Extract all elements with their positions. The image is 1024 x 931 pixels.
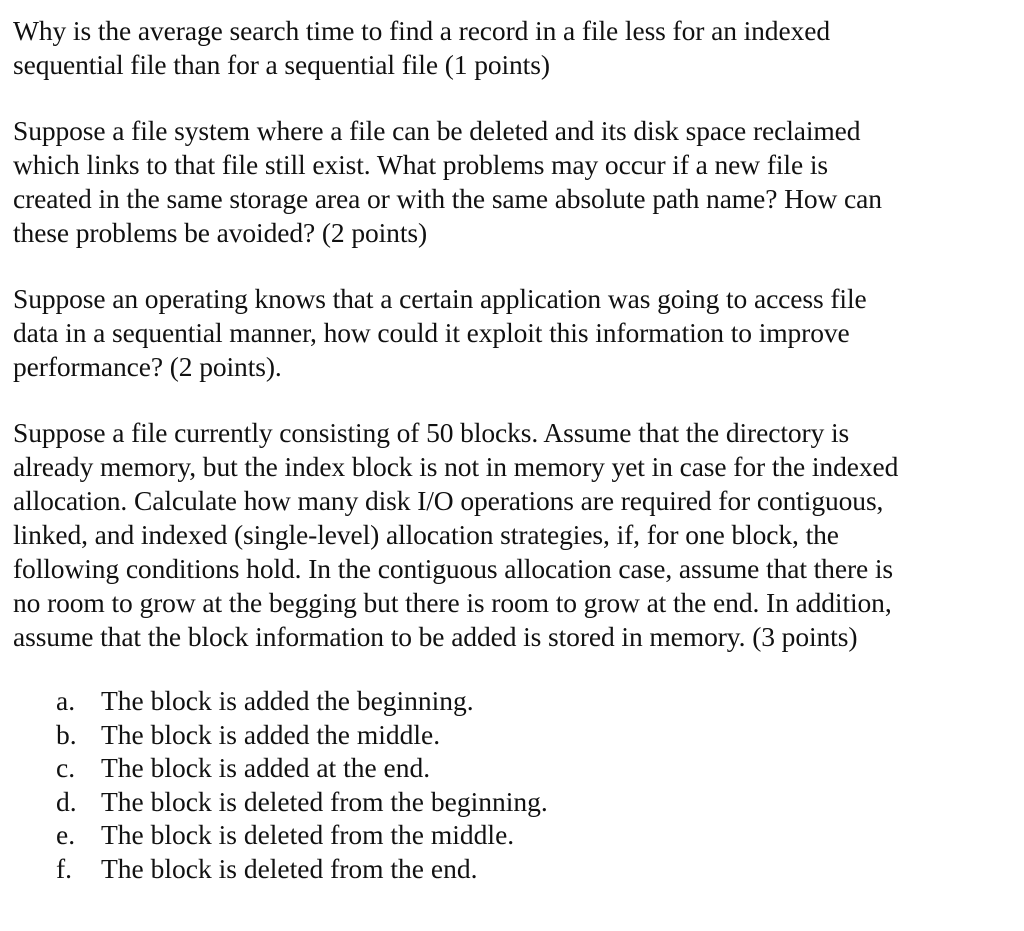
option-item-e [13, 818, 1013, 852]
question-2-line-1: Suppose a file system where a file can be deleted and its disk space reclaimed [13, 115, 861, 146]
option-marker: b. [56, 718, 77, 750]
question-2-line-2: which links to that file still exist. What problems may occur if a new file is [13, 149, 828, 180]
option-text: The block is deleted from the end. [101, 852, 478, 884]
question-4-line-1: Suppose a file currently consisting of 50 blocks. Assume that the directory is [13, 417, 850, 448]
question-4-line-2: already memory, but the index block is not in memory yet in case for the indexed [13, 451, 899, 482]
question-2-line-4: these problems be avoided? (2 points) [13, 217, 428, 248]
option-text: The block is deleted from the beginning. [101, 785, 548, 817]
question-2-line-3: created in the same storage area or with the same absolute path name? How can [13, 183, 882, 214]
option-item-d [13, 785, 1013, 819]
question-4-line-4: linked, and indexed (single-level) allocation strategies, if, for one block, the [13, 519, 839, 550]
question-4-line-3: allocation. Calculate how many disk I/O operations are required for contiguous, [13, 485, 884, 516]
question-1 [13, 14, 1013, 82]
paragraph-spacer [13, 654, 1013, 674]
option-marker: e. [56, 819, 76, 851]
option-item-a [13, 684, 1013, 718]
document-page [13, 14, 1013, 886]
question-1-line-1: Why is the average search time to find a record in a file less for an indexed [13, 15, 830, 46]
option-marker: f. [56, 852, 73, 884]
question-4-options-list [13, 684, 1013, 886]
question-3-line-2: data in a sequential manner, how could it exploit this information to improve [13, 317, 850, 348]
question-3 [13, 282, 1013, 384]
question-3-line-1: Suppose an operating knows that a certain application was going to access file [13, 283, 867, 314]
question-4 [13, 416, 1013, 654]
question-2 [13, 114, 1013, 250]
question-4-line-7: assume that the block information to be added is stored in memory. (3 points) [13, 621, 858, 652]
option-text: The block is added the middle. [101, 718, 441, 750]
option-item-b [13, 718, 1013, 752]
option-text: The block is added the beginning. [101, 685, 474, 716]
question-1-line-2: sequential file than for a sequential file (1 points) [13, 49, 550, 80]
paragraph-spacer [13, 82, 1013, 114]
question-4-line-6: no room to grow at the begging but there is room to grow at the end. In addition, [13, 587, 892, 618]
option-marker: d. [56, 785, 77, 817]
option-item-f [13, 852, 1013, 886]
paragraph-spacer [13, 384, 1013, 416]
question-3-line-3: performance? (2 points). [13, 351, 282, 382]
option-item-c [13, 751, 1013, 785]
paragraph-spacer [13, 250, 1013, 282]
option-marker: a. [56, 685, 76, 716]
option-text: The block is added at the end. [101, 752, 431, 784]
question-4-line-5: following conditions hold. In the contiguous allocation case, assume that there is [13, 553, 894, 584]
option-text: The block is deleted from the middle. [101, 819, 515, 851]
option-marker: c. [56, 752, 76, 784]
